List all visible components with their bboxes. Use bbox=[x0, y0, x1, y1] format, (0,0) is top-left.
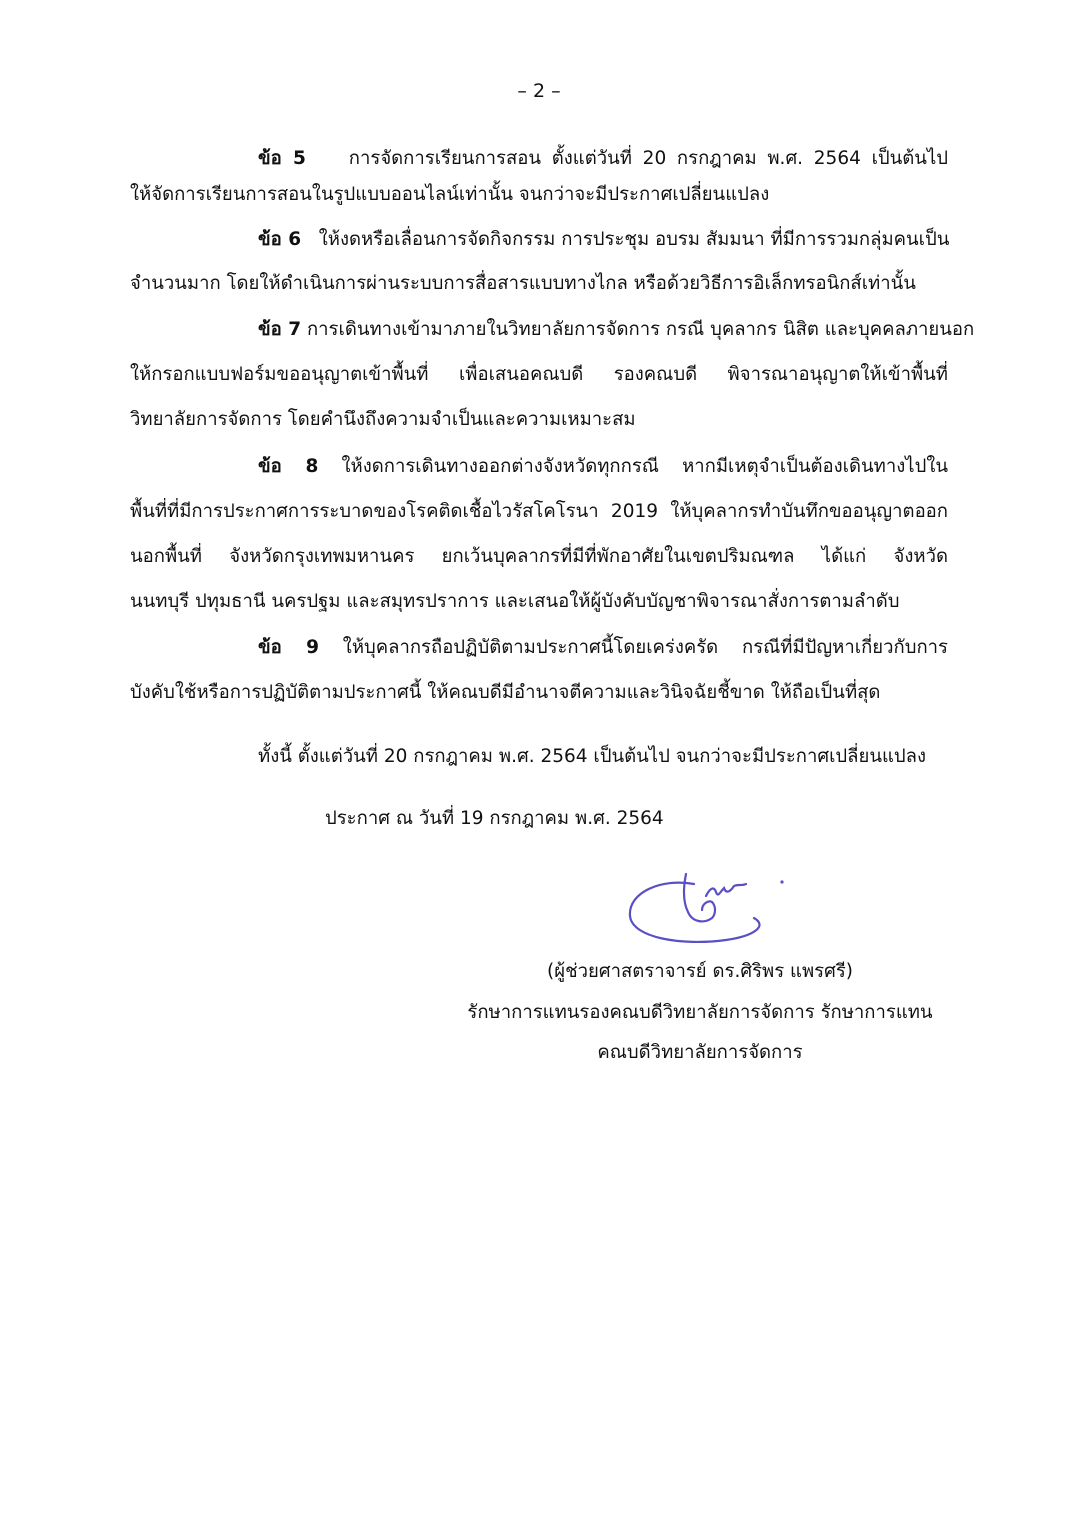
clause-6-label: ข้อ 6 bbox=[258, 229, 302, 250]
clause-8-label: ข้อ 8 bbox=[258, 456, 319, 477]
signatory-name: (ผู้ช่วยศาสตราจารย์ ดร.ศิริพร แพรศรี) bbox=[547, 961, 853, 982]
page-number: – 2 – bbox=[517, 80, 561, 102]
clause-5-label: ข้อ 5 bbox=[258, 148, 306, 169]
clause-7-text-1: การเดินทางเข้ามาภายในวิทยาลัยการจัดการ กรณี บุคลากร นิสิต และบุคคลภายนอก bbox=[306, 319, 975, 340]
clause-7-label: ข้อ 7 bbox=[258, 319, 302, 340]
clause-5-text-1: การจัดการเรียนการสอน ตั้งแต่วันที่ 20 กรกฎาคม พ.ศ. 2564 เป็นต้นไป bbox=[348, 148, 949, 169]
signatory-position-1: รักษาการแทนรองคณบดีวิทยาลัยการจัดการ รักษาการแทน bbox=[467, 1002, 933, 1023]
clause-9-label: ข้อ 9 bbox=[258, 637, 319, 658]
clause-7-line-2: ให้กรอกแบบฟอร์มขออนุญาตเข้าพื้นที่ เพื่อเสนอคณบดี รองคณบดี พิจารณาอนุญาตให้เข้าพื้นที่ bbox=[130, 364, 948, 385]
clause-8-line-3: นอกพื้นที่ จังหวัดกรุงเทพมหานคร ยกเว้นบุคลากรที่มีที่พักอาศัยในเขตปริมณฑล ได้แก่ จังหวัด bbox=[130, 546, 948, 567]
clause-8-text-1: ให้งดการเดินทางออกต่างจังหวัดทุกกรณี หากมีเหตุจำเป็นต้องเดินทางไปใน bbox=[341, 456, 949, 477]
clause-7-line-3: วิทยาลัยการจัดการ โดยคำนึงถึงความจำเป็นและความเหมาะสม bbox=[130, 409, 636, 430]
clause-8-line-4: นนทบุรี ปทุมธานี นครปฐม และสมุทรปราการ และเสนอให้ผู้บังคับบัญชาพิจารณาสั่งการตามลำดับ bbox=[130, 591, 900, 612]
clause-5 bbox=[130, 141, 948, 213]
clause-6-line-1 bbox=[130, 222, 948, 258]
clause-6-line-2: จำนวนมาก โดยให้ดำเนินการผ่านระบบการสื่อสารแบบทางไกล หรือด้วยวิธีการอิเล็กทรอนิกส์เท่านั้น bbox=[130, 273, 916, 294]
clause-6 bbox=[130, 222, 948, 302]
clause-5-line-2: ให้จัดการเรียนการสอนในรูปแบบออนไลน์เท่านั้น จนกว่าจะมีประกาศเปลี่ยนแปลง bbox=[130, 184, 770, 205]
clause-7 bbox=[130, 312, 975, 438]
clause-9-line-2: บังคับใช้หรือการปฏิบัติตามประกาศนี้ ให้คณบดีมีอำนาจตีความและวินิจฉัยชี้ขาด ให้ถือเป็นที่สุด bbox=[130, 682, 881, 703]
announcement-date: ประกาศ ณ วันที่ 19 กรกฎาคม พ.ศ. 2564 bbox=[325, 808, 664, 829]
clause-9-line-1 bbox=[130, 630, 948, 666]
signatory-position-2: คณบดีวิทยาลัยการจัดการ bbox=[597, 1042, 803, 1063]
clause-6-text-1: ให้งดหรือเลื่อนการจัดกิจกรรม การประชุม อบรม สัมมนา ที่มีการรวมกลุ่มคนเป็น bbox=[318, 229, 950, 250]
clause-5-line-1 bbox=[130, 141, 948, 177]
clause-9 bbox=[130, 630, 948, 711]
clause-8-line-2: พื้นที่ที่มีการประกาศการระบาดของโรคติดเชื้อไวรัสโคโรนา 2019 ให้บุคลากรทำบันทึกขออนุญาตออก bbox=[130, 501, 948, 522]
effective-statement: ทั้งนี้ ตั้งแต่วันที่ 20 กรกฎาคม พ.ศ. 2564 เป็นต้นไป จนกว่าจะมีประกาศเปลี่ยนแปลง bbox=[258, 746, 927, 767]
handwritten-signature bbox=[622, 862, 802, 952]
clause-8-line-1 bbox=[130, 449, 948, 485]
clause-9-text-1: ให้บุคลากรถือปฏิบัติตามประกาศนี้โดยเคร่งครัด กรณีที่มีปัญหาเกี่ยวกับการ bbox=[342, 637, 948, 658]
clause-8 bbox=[130, 449, 948, 620]
clause-7-line-1 bbox=[130, 312, 975, 348]
